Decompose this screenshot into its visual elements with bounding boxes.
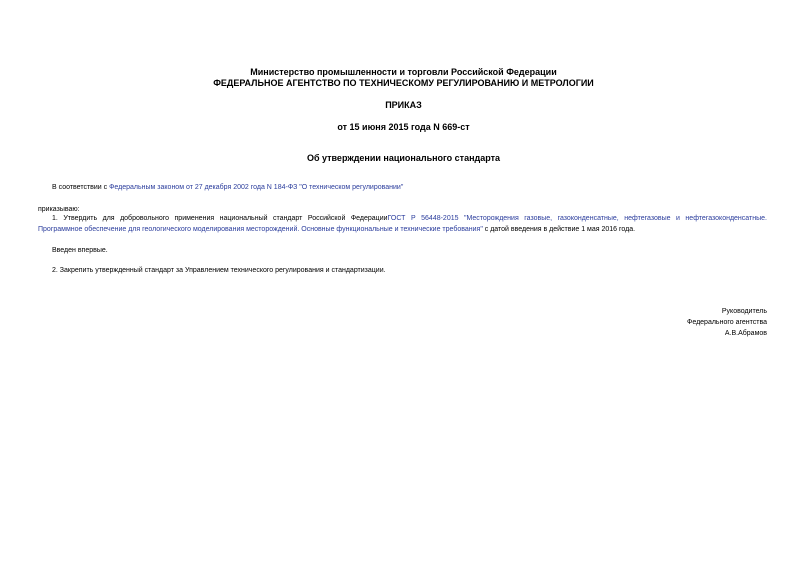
basis-prefix: В соответствии с [52,184,110,191]
agency-title: ФЕДЕРАЛЬНОЕ АГЕНТСТВО ПО ТЕХНИЧЕСКОМУ РЕГУЛИРОВАНИЮ И МЕТРОЛОГИИ [213,78,594,88]
signature-title: Руководитель [721,308,767,315]
item2: 2. Закрепить утвержденный стандарт за Управлением технического регулирования и стандартизации. [52,267,386,274]
document-type: ПРИКАЗ [385,100,422,110]
signature-name: А.В.Абрамов [724,330,767,337]
gost-link-part1[interactable]: ГОСТ Р 56448-2015 "Месторождения газовые, газоконденсатные, нефтегазовые и нефтегазоконденсатные. [387,215,767,222]
order-word: приказываю: [38,206,80,213]
item1-line2 [38,225,635,234]
basis-paragraph [52,183,403,192]
federal-law-link[interactable]: Федеральным законом от 27 декабря 2002 года N 184-ФЗ "О техническом регулировании" [109,184,404,191]
gost-link-part2[interactable]: Программное обеспечение для геологического моделирования месторождений. Основные функциональные и технические требования" [38,226,483,233]
document-subject: Об утверждении национального стандарта [306,153,501,163]
item1-suffix: с датой введения в действие 1 мая 2016 года. [482,226,636,233]
item1-line1 [38,214,767,223]
signature-org: Федерального агентства [687,319,767,326]
document-date-number: от 15 июня 2015 года N 669-ст [337,122,470,132]
ministry-title: Министерство промышленности и торговли Российской Федерации [250,67,557,77]
item1-prefix: 1. Утвердить для добровольного применения национальный стандарт Российской Федерации [52,215,388,222]
intro-note: Введен впервые. [52,247,108,254]
